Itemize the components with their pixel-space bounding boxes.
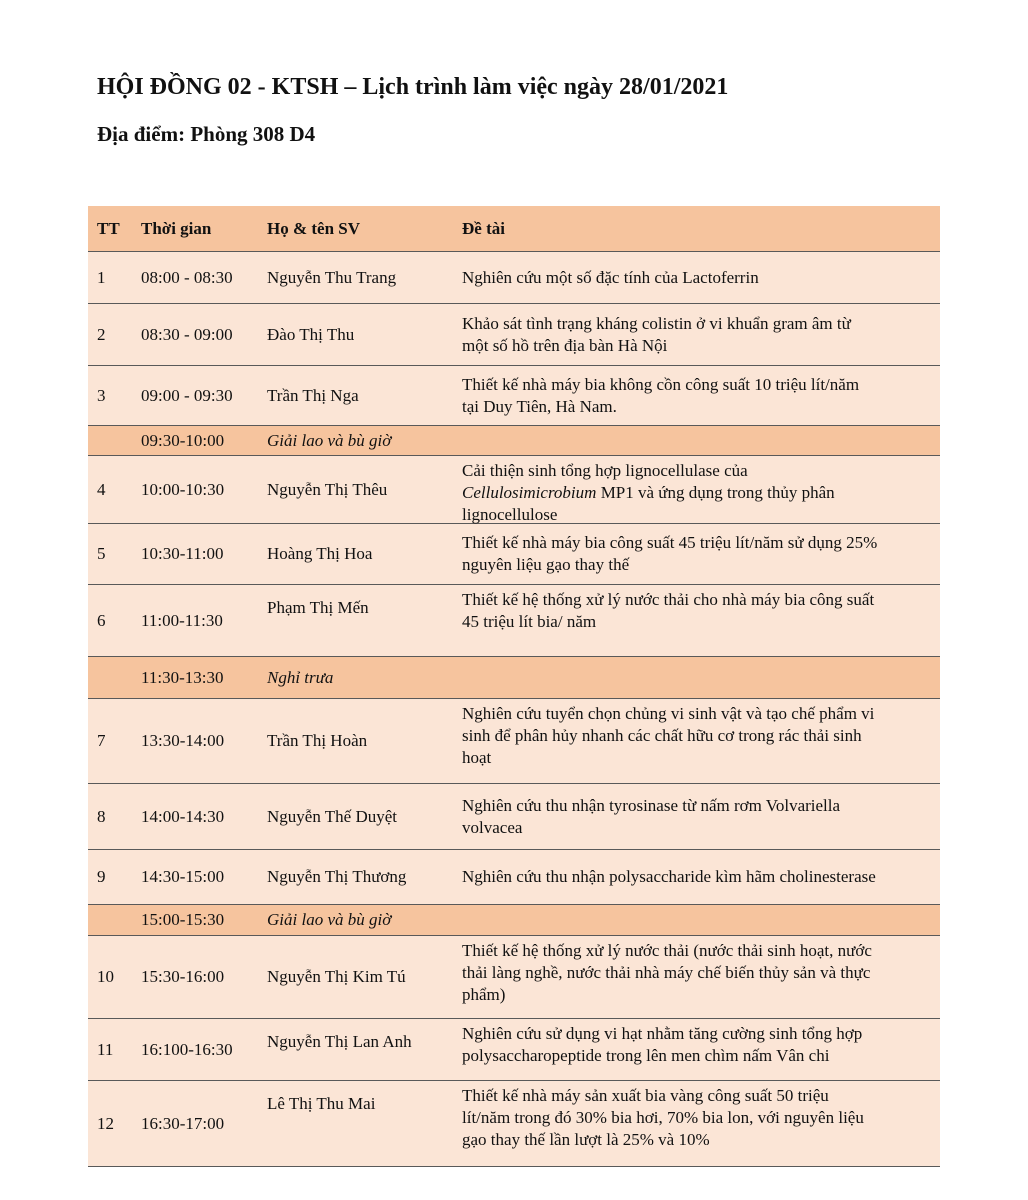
topic-line: Thiết kế hệ thống xử lý nước thải (nước thải sinh hoạt, nước [462,941,872,960]
topic-line: lignocellulose [462,505,558,524]
break-note: Giải lao và bù giờ [267,430,392,450]
topic-line: gạo thay thế lần lượt là 25% và 10% [462,1130,710,1149]
topic-line: Thiết kế nhà máy sản xuất bia vàng công suất 50 triệu [462,1086,829,1105]
topic-line: Thiết kế nhà máy bia công suất 45 triệu lít/năm sử dụng 25% [462,533,878,552]
topic-line: 45 triệu lít bia/ năm [462,612,597,631]
row-number: 3 [97,385,106,405]
table-row [88,784,940,850]
topic-line: volvacea [462,817,523,837]
column-header-tt: TT [97,218,120,238]
topic-line: sinh để phân hủy nhanh các chất hữu cơ trong rác thải sinh [462,726,862,745]
topic-line: nguyên liệu gạo thay thế [462,555,630,574]
topic-line [462,482,835,504]
column-header-topic: Đề tài [462,218,505,238]
row-student-name: Hoàng Thị Hoa [267,544,373,563]
row-number: 5 [97,544,106,563]
table-row [88,524,940,585]
row-student-name: Lê Thị Thu Mai [267,1094,376,1113]
row-number: 1 [97,267,106,287]
topic-line: Nghiên cứu sử dụng vi hạt nhằm tăng cường sinh tổng hợp [462,1024,863,1043]
table-row [88,699,940,784]
row-time: 09:30-10:00 [141,430,225,450]
row-time: 14:00-14:30 [141,806,225,826]
page-title: HỘI ĐỒNG 02 - KTSH – Lịch trình làm việc ngày 28/01/2021 [97,74,729,100]
row-number: 7 [97,731,106,750]
topic-line: tại Duy Tiên, Hà Nam. [462,396,617,416]
row-time: 08:30 - 09:00 [141,324,233,344]
topic-line: Nghiên cứu tuyển chọn chủng vi sinh vật và tạo chế phẩm vi [462,704,875,723]
row-time: 08:00 - 08:30 [141,267,233,287]
topic-line: Thiết kế hệ thống xử lý nước thải cho nhà máy bia công suất [462,590,875,609]
row-topic [462,585,874,656]
topic-line: Thiết kế nhà máy bia không cồn công suất 10 triệu lít/năm [462,374,860,394]
row-number: 10 [97,967,114,986]
row-topic [462,456,835,523]
break-note: Giải lao và bù giờ [267,910,392,929]
row-student-name: Nguyễn Thị Kim Tú [267,967,406,986]
row-topic [462,784,840,849]
row-time: 13:30-14:00 [141,731,225,750]
break-row [88,905,940,936]
schedule-table [88,206,940,1167]
row-student-name: Trần Thị Nga [267,385,359,405]
row-student-name: Đào Thị Thu [267,324,355,344]
topic-line: Khảo sát tình trạng kháng colistin ở vi khuẩn gram âm từ [462,313,851,333]
row-student-name: Nguyễn Thị Lan Anh [267,1032,412,1051]
row-student-name: Nguyễn Thị Thương [267,867,407,886]
row-time: 10:30-11:00 [141,544,224,563]
row-number: 2 [97,324,106,344]
table-row [88,304,940,366]
column-header-name: Họ & tên SV [267,218,361,238]
topic-line: lít/năm trong đó 30% bia hơi, 70% bia lon, với nguyên liệu [462,1108,864,1127]
topic-line: Cải thiện sinh tổng hợp lignocellulase của [462,461,748,480]
row-number: 11 [97,1039,114,1059]
topic-line: Nghiên cứu thu nhận tyrosinase từ nấm rơm Volvariella [462,795,841,815]
topic-line: thải làng nghề, nước thải nhà máy chế biến thủy sản và thực [462,963,871,982]
row-number: 9 [97,867,106,886]
break-note: Nghỉ trưa [267,667,334,687]
row-topic [462,304,851,365]
topic-line: hoạt [462,748,492,767]
topic-line-rest: MP1 và ứng dụng trong thủy phân [596,483,835,502]
row-time: 11:00-11:30 [141,610,223,630]
row-number: 4 [97,479,106,499]
row-student-name: Trần Thị Hoàn [267,731,368,750]
row-time: 16:30-17:00 [141,1113,225,1133]
species-name: Cellulosimicrobium [462,483,597,502]
row-time: 15:00-15:30 [141,910,225,929]
row-student-name: Phạm Thị Mến [267,598,369,617]
column-header-time: Thời gian [141,218,212,238]
row-time: 11:30-13:30 [141,667,224,687]
row-student-name: Nguyễn Thế Duyệt [267,806,397,826]
table-row [88,252,940,304]
table-row [88,456,940,524]
row-topic [462,699,874,783]
row-topic: Nghiên cứu một số đặc tính của Lactoferrin [462,267,759,287]
topic-line: polysaccharopeptide trong lên men chìm nấm Vân chi [462,1046,830,1065]
table-row [88,1019,940,1081]
table-row [88,936,940,1019]
row-number: 8 [97,806,106,826]
row-time: 15:30-16:00 [141,967,225,986]
row-student-name: Nguyễn Thu Trang [267,267,397,287]
row-topic: Nghiên cứu thu nhận polysaccharide kìm hãm cholinesterase [462,867,876,886]
row-student-name: Nguyễn Thị Thêu [267,479,388,499]
table-row [88,850,940,905]
row-topic [462,1019,862,1080]
row-number: 6 [97,610,106,630]
row-topic [462,524,877,584]
row-time: 10:00-10:30 [141,479,225,499]
row-time: 16:100-16:30 [141,1039,233,1059]
break-row [88,426,940,456]
row-topic [462,366,859,425]
row-topic [462,936,872,1018]
break-row [88,657,940,699]
row-number: 12 [97,1113,114,1133]
table-row [88,1081,940,1167]
topic-line: một số hồ trên địa bàn Hà Nội [462,335,668,355]
location-subtitle: Địa điểm: Phòng 308 D4 [97,122,316,146]
topic-line: phẩm) [462,985,506,1004]
table-header-row [88,206,940,252]
table-row [88,585,940,657]
row-time: 09:00 - 09:30 [141,385,233,405]
row-topic [462,1081,864,1166]
table-row [88,366,940,426]
row-time: 14:30-15:00 [141,867,225,886]
